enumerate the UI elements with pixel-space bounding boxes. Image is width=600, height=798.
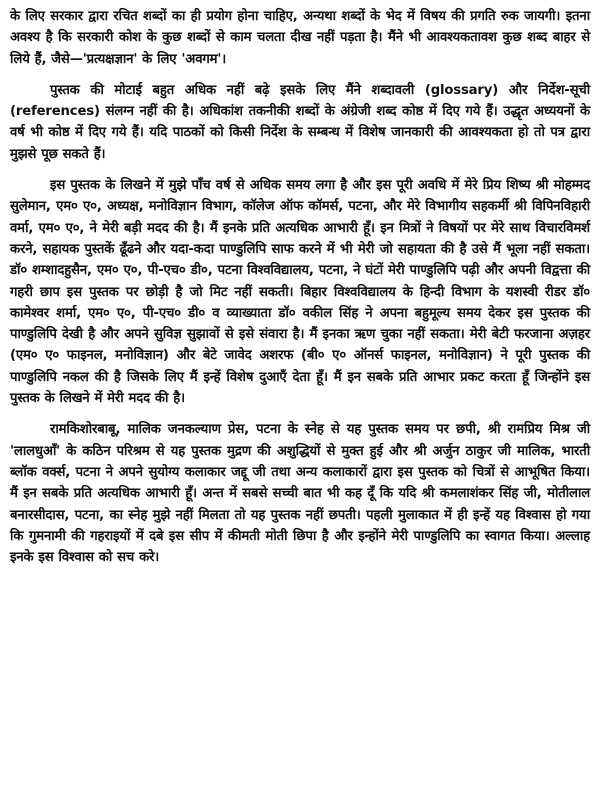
paragraph-glossary: पुस्तक की मोटाई बहुत अधिक नहीं बढ़े इसके लिए मैंने शब्दावली (glossary) और निर्देश-सूची (references) संलग्न नहीं की है। अधिकांश तकनीकी शब्दों के अंग्रेजी शब्द कोष्ठ में दिए गये हैं। उद्धृत अध्ययनों के वर्ष भी कोष्ठ में दिए गये हैं। यदि पाठकों को किसी निर्देश के सम्बन्ध में विशेष जानकारी की आवश्यकता हो तो पत्र द्वारा मुझसे पूछ सकते हैं। — [10, 82, 590, 162]
paragraph-acknowledgements: इस पुस्तक के लिखने में मुझे पाँच वर्ष से अधिक समय लगा है और इस पूरी अवधि में मेरे प्रिय शिष्य श्री मोहम्मद सुलेमान, एम० ए०, अध्यक्ष, मनोविज्ञान विभाग, कॉलेज ऑफ कॉमर्स, पटना, और मेरे विभागीय सहकर्मी श्री विपिनविहारी वर्मा, एम० ए०, ने मेरी बड़ी मदद की है। मैं इनके प्रति अत्यधिक आभारी हूँ। इन मित्रों ने विषयों पर मेरे साथ विचारविमर्श करने, सहायक पुस्तकें ढूँढने और यदा-कदा पाण्डुलिपि साफ करने में भी मेरी जो सहायता की है उसे मैं भूला नहीं सकता। डॉ० शम्शादहुसैन, एम० ए०, पी-एच० डी०, पटना विश्वविद्यालय, पटना, ने घंटों मेरी पाण्डुलिपि पढ़ी और अपनी विद्वत्ता की गहरी छाप इस पुस्तक पर छोड़ी है जो मिट नहीं सकती। बिहार विश्वविद्यालय के हिन्दी विभाग के यशस्वी रीडर डॉ० कामेश्वर शर्मा, एम० ए०, पी-एच० डी० व व्याख्याता डॉ० वकील सिंह ने अपना बहुमूल्य समय देकर इस पुस्तक की पाण्डुलिपि देखी है और अपने सुविज्ञ सुझावों से इसे संवारा है। मैं इनका ऋण चुका नहीं सकता। मेरी बेटी फरजाना अज़हर (एम० ए० फाइनल, मनोविज्ञान) और बेटे जावेद अशरफ (बी० ए० ऑनर्स फाइनल, मनोविज्ञान) ने पूरी पुस्तक की पाण्डुलिपि नकल की है जिसके लिए मैं इन्हें विशेष दुआएँ देता हूँ। मैं इन सबके प्रति आभार प्रकट करता हूँ जिन्होंने इस पुस्तक के लिखने में मेरी मदद की है। — [10, 178, 590, 407]
paragraph-publishers: रामकिशोरबाबू, मालिक जनकल्याण प्रेस, पटना के स्नेह से यह पुस्तक समय पर छपी, श्री रामप्रिय मिश्र जी 'लालधुआँ' के कठिन परिश्रम से यह पुस्तक मुद्रण की अशुद्धियों से मुक्त हुई और श्री अर्जुन ठाकुर जी मालिक, भारती ब्लॉक वर्क्स, पटना ने अपने सुयोग्य कलाकार जद्दू जी तथा अन्य कलाकारों द्वारा इस पुस्तक को चित्रों से आभूषित किया। मैं इन सबके प्रति अत्यधिक आभारी हूँ। अन्त में सबसे सच्ची बात भी कह दूँ कि यदि श्री कमलाशंकर सिंह जी, मोतीलाल बनारसीदास, पटना, का स्नेह मुझे नहीं मिलता तो यह पुस्तक नहीं छपती। पहली मुलाकात में ही इन्हें यह विश्वास हो गया कि गुमनामी की गहराइयों में दबे इस सीप में कीमती मोती छिपा है और इन्होंने मेरी पाण्डुलिपि का स्वागत किया। अल्लाह इनके इस विश्वास को सच करे। — [10, 422, 590, 566]
paragraph-terminology: के लिए सरकार द्वारा रचित शब्दों का ही प्रयोग होना चाहिए, अन्यथा शब्दों के भेद में विषय की प्रगति रुक जायगी। इतना अवश्य है कि सरकारी कोश के कुछ शब्दों से काम चलता दीख नहीं पड़ता है। मैंने भी आवश्यकतावश कुछ शब्द बाहर से लिये हैं, जैसे—'प्रत्यक्षज्ञान' के लिए 'अवगम'। — [10, 9, 590, 67]
